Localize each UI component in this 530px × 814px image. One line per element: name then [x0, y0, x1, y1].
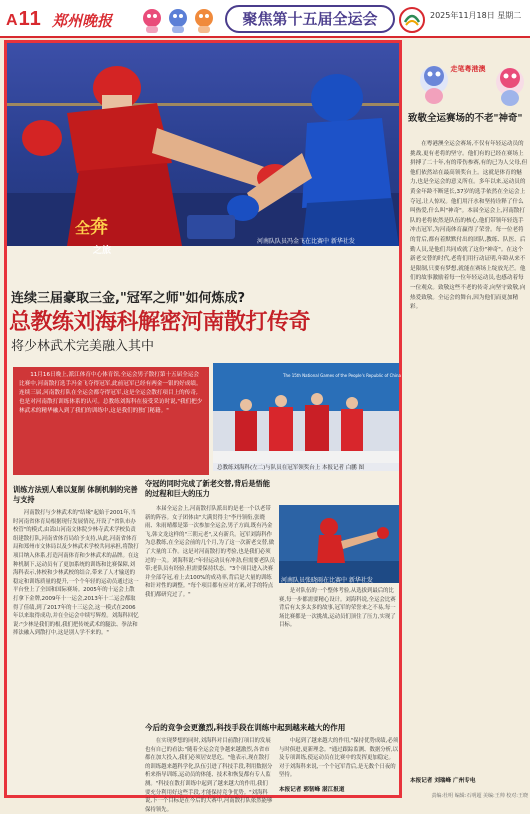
action-photo	[279, 505, 399, 583]
photo-badge: 全奔 之旅	[75, 217, 112, 256]
article-lead: 11月16日晚上,派江体育中心体育馆,全运会男子散打第十五届全运会比赛中,河南散打选手冯金飞夺得冠军,此前冠军已经有两金一银的好成绩。连续三届,河南散打队在全运会都夺得冠军,这是全运会散打项目上的传奇,也是对河南散打训练体系的认可。总教练刘海科在接受采访时说,"我们把少林武术的精华融入到了我们的训练中,这是我们的独门秘籍。"	[13, 367, 209, 475]
kick-illustration	[279, 505, 399, 583]
mascot-icons	[138, 6, 220, 34]
sanda-match-photo	[7, 43, 399, 256]
mascot-column-icon	[412, 52, 530, 110]
column-label: 走笔粤港澳	[450, 65, 486, 73]
issue-date: 2025年11月18日 星期二	[430, 11, 522, 20]
games-logo-icon	[398, 6, 426, 34]
left-column-body: 河南散打与少林武术的"结缘"起始于2001年,当时河南省体育局根据现行发展情况,开设了"省队市办校管"的模式,由嵩山河南文体院少林寺武术学校负责组建散打队,河南省体育局给予支持,从此,河南省体育局和郑州市文体局以及少林武术学校共同承担,将散打项目纳入体系,打造河南体育和少林武术的品牌。在这种机制下,运动员有了更加系统的训练和比赛保障,刘海科表示,体校和少林武校的结合,带来了人才输送的稳定和训练质量的提升,一个个年轻的运动员通过这一平台登上了全国和国际赛场。2005年的十运会上散打拿下金牌,2009年十一运会,2013年十二运会都取得了佳绩,到了2017年的十三运会,这一模式在2006年以来取得成功,并在全运会中续写辉煌。刘海科回忆说:"少林是我们的根,我们把传统武术的腿法、拳法和摔法融入到散打中,这是别人学不来的。"	[13, 510, 139, 637]
right-mid-body: 是对队伍的一个整体考验,从选拔到最后的比赛,每一步都需要精心设计。刘海科说,全运会比赛背后有太多太多的故事,冠军的荣誉来之不易,每一场比赛都是一次挑战,运动员们顶住了压力,实现了目标。	[279, 588, 396, 629]
middle-column-body: 本届全运会上,河南散打队派出的是老一个以老带新的阵容。女子团体由"大满贯得主"李丹领衔,张晓雨、朱雨晴都是第一次参加全运会,男子方面,既有冯金飞,韩文龙这样的"三朝元老",又有新兵。冠军刘海科作为总教练,在全运会前的几个月,为了这一次新老交替,做了大量的工作。这是对河南散打的考验,也是我们必须过的一关。刘海科说:"年轻运动员有冲劲,但需要老队员带;老队员有经验,但需要保持状态。"3个项目进入决赛并全部夺冠,看上去100%的成功率,背后是大量的训练和针对性的调整。"每个项目都有应对方案,对手的特点我们都研究过了。"	[145, 506, 275, 598]
photo-caption: 河南队队员冯金飞在比赛中 新华社发	[257, 238, 355, 245]
podium-photo	[213, 363, 402, 471]
section-heading-training: 训练方法别人难以复制 体制机制的完善与支持	[13, 485, 138, 504]
section-heading-transition: 夺冠的同时完成了新老交替,背后是悟能的过程和巨大的压力	[145, 479, 270, 498]
page-header	[0, 0, 530, 38]
right-article-byline: 本报记者 刘瑞峰 广州专电	[410, 778, 476, 784]
page-footer-credits: 责编:杜明 编辑:石明超 美编:王帅 校对:王晓	[431, 793, 528, 799]
header-rule	[0, 36, 530, 38]
page-number: A11	[6, 8, 42, 30]
article-pretitle: 连续三届豪取三金,"冠军之师"如何炼成?	[11, 291, 246, 306]
article-subtitle: 将少林武术完美融入其中	[11, 339, 155, 354]
right-article-body: 在粤港澳全运会赛场,不仅有年轻运动员的挑战,更有老将的坚守。他们有的已经在赛场上拼搏了二十年,有的带伤参赛,有的已为人父母,但他们依然站在最高领奖台上。这就是体育的魅力,也是全运会的意义所在。多年以来,运动员的黄金年龄不断延长,37岁的选手依然在全运会上夺冠,让人惊叹。他们用汗水和坚持诠释了什么叫热爱,什么叫"神奇"。本届全运会上,河南散打队的老将依然是队伍的核心,他们带领年轻选手冲击冠军,为河南体育赢得了荣誉。每一位老将的背后,都有着默默付出的团队,教练、队医、后勤人员,是他们共同成就了这份"神奇"。在这个新老交替的时代,老将们用行动证明,年龄从来不是限制,只要有梦想,就能在赛场上绽放光芒。他们的故事激励着每一位年轻运动员,也感动着每一位观众。致敬这些不老的传奇,向坚守致敬,向热爱致敬。全运会的舞台,因为他们而更加精彩。	[410, 141, 528, 311]
action-photo-caption: 河南队员张晓雨在比赛中 新华社发	[281, 577, 373, 584]
right-article-title: 致敬全运赛场的不老"神奇"	[408, 113, 523, 124]
section-heading-technology: 今后的竞争会更激烈,科技手段在训练中起到越来越大的作用	[145, 723, 346, 732]
article-byline: 本报记者 郭韧峰 湛江报道	[279, 787, 345, 793]
podium-banner-text: The 15th National Games of the People's Republic of China	[283, 373, 402, 378]
podium-photo-caption: 总教练刘海科(左二)与队员在冠军领奖台上 本报记者 白鹏 图	[217, 465, 365, 471]
podium-illustration	[213, 363, 402, 463]
bottom-right-body: 中起到了越来越大的作用,"保持优势成绩,必须与时俱进,更新理念。"通过跟踪监测、数据分析,以及专项训练,使运动员在比赛中的发挥更加稳定。对于刘海科来说,一个个冠军背后,是无数个日夜的坚持。	[279, 738, 399, 779]
fighters-illustration	[7, 43, 399, 246]
article-title: 总教练刘海科解密河南散打传奇	[9, 309, 311, 335]
newspaper-name: 郑州晚报	[52, 12, 113, 30]
bottom-left-body: 在实现梦想的同时,刘海科对目前散打项目的发展也有自己的看法:"随着全运会竞争越来越激烈,各省市都在加大投入,我们必须居安思危。"他表示,现在散打的训练越来越科学化,队伍引进了科技手段,利用数据分析来指导训练,运动员的体能、技术和恢复都有专人监测。"科技在散打训练中起到了越来越大的作用,我们要充分利用好这些手段,才能保持竞争优势。"刘海科说,下一个目标是在今后的大赛中,河南散打队依然能够保持领先。	[145, 738, 273, 813]
main-article-frame	[4, 40, 402, 813]
section-title: 聚焦第十五届全运会	[225, 5, 395, 33]
